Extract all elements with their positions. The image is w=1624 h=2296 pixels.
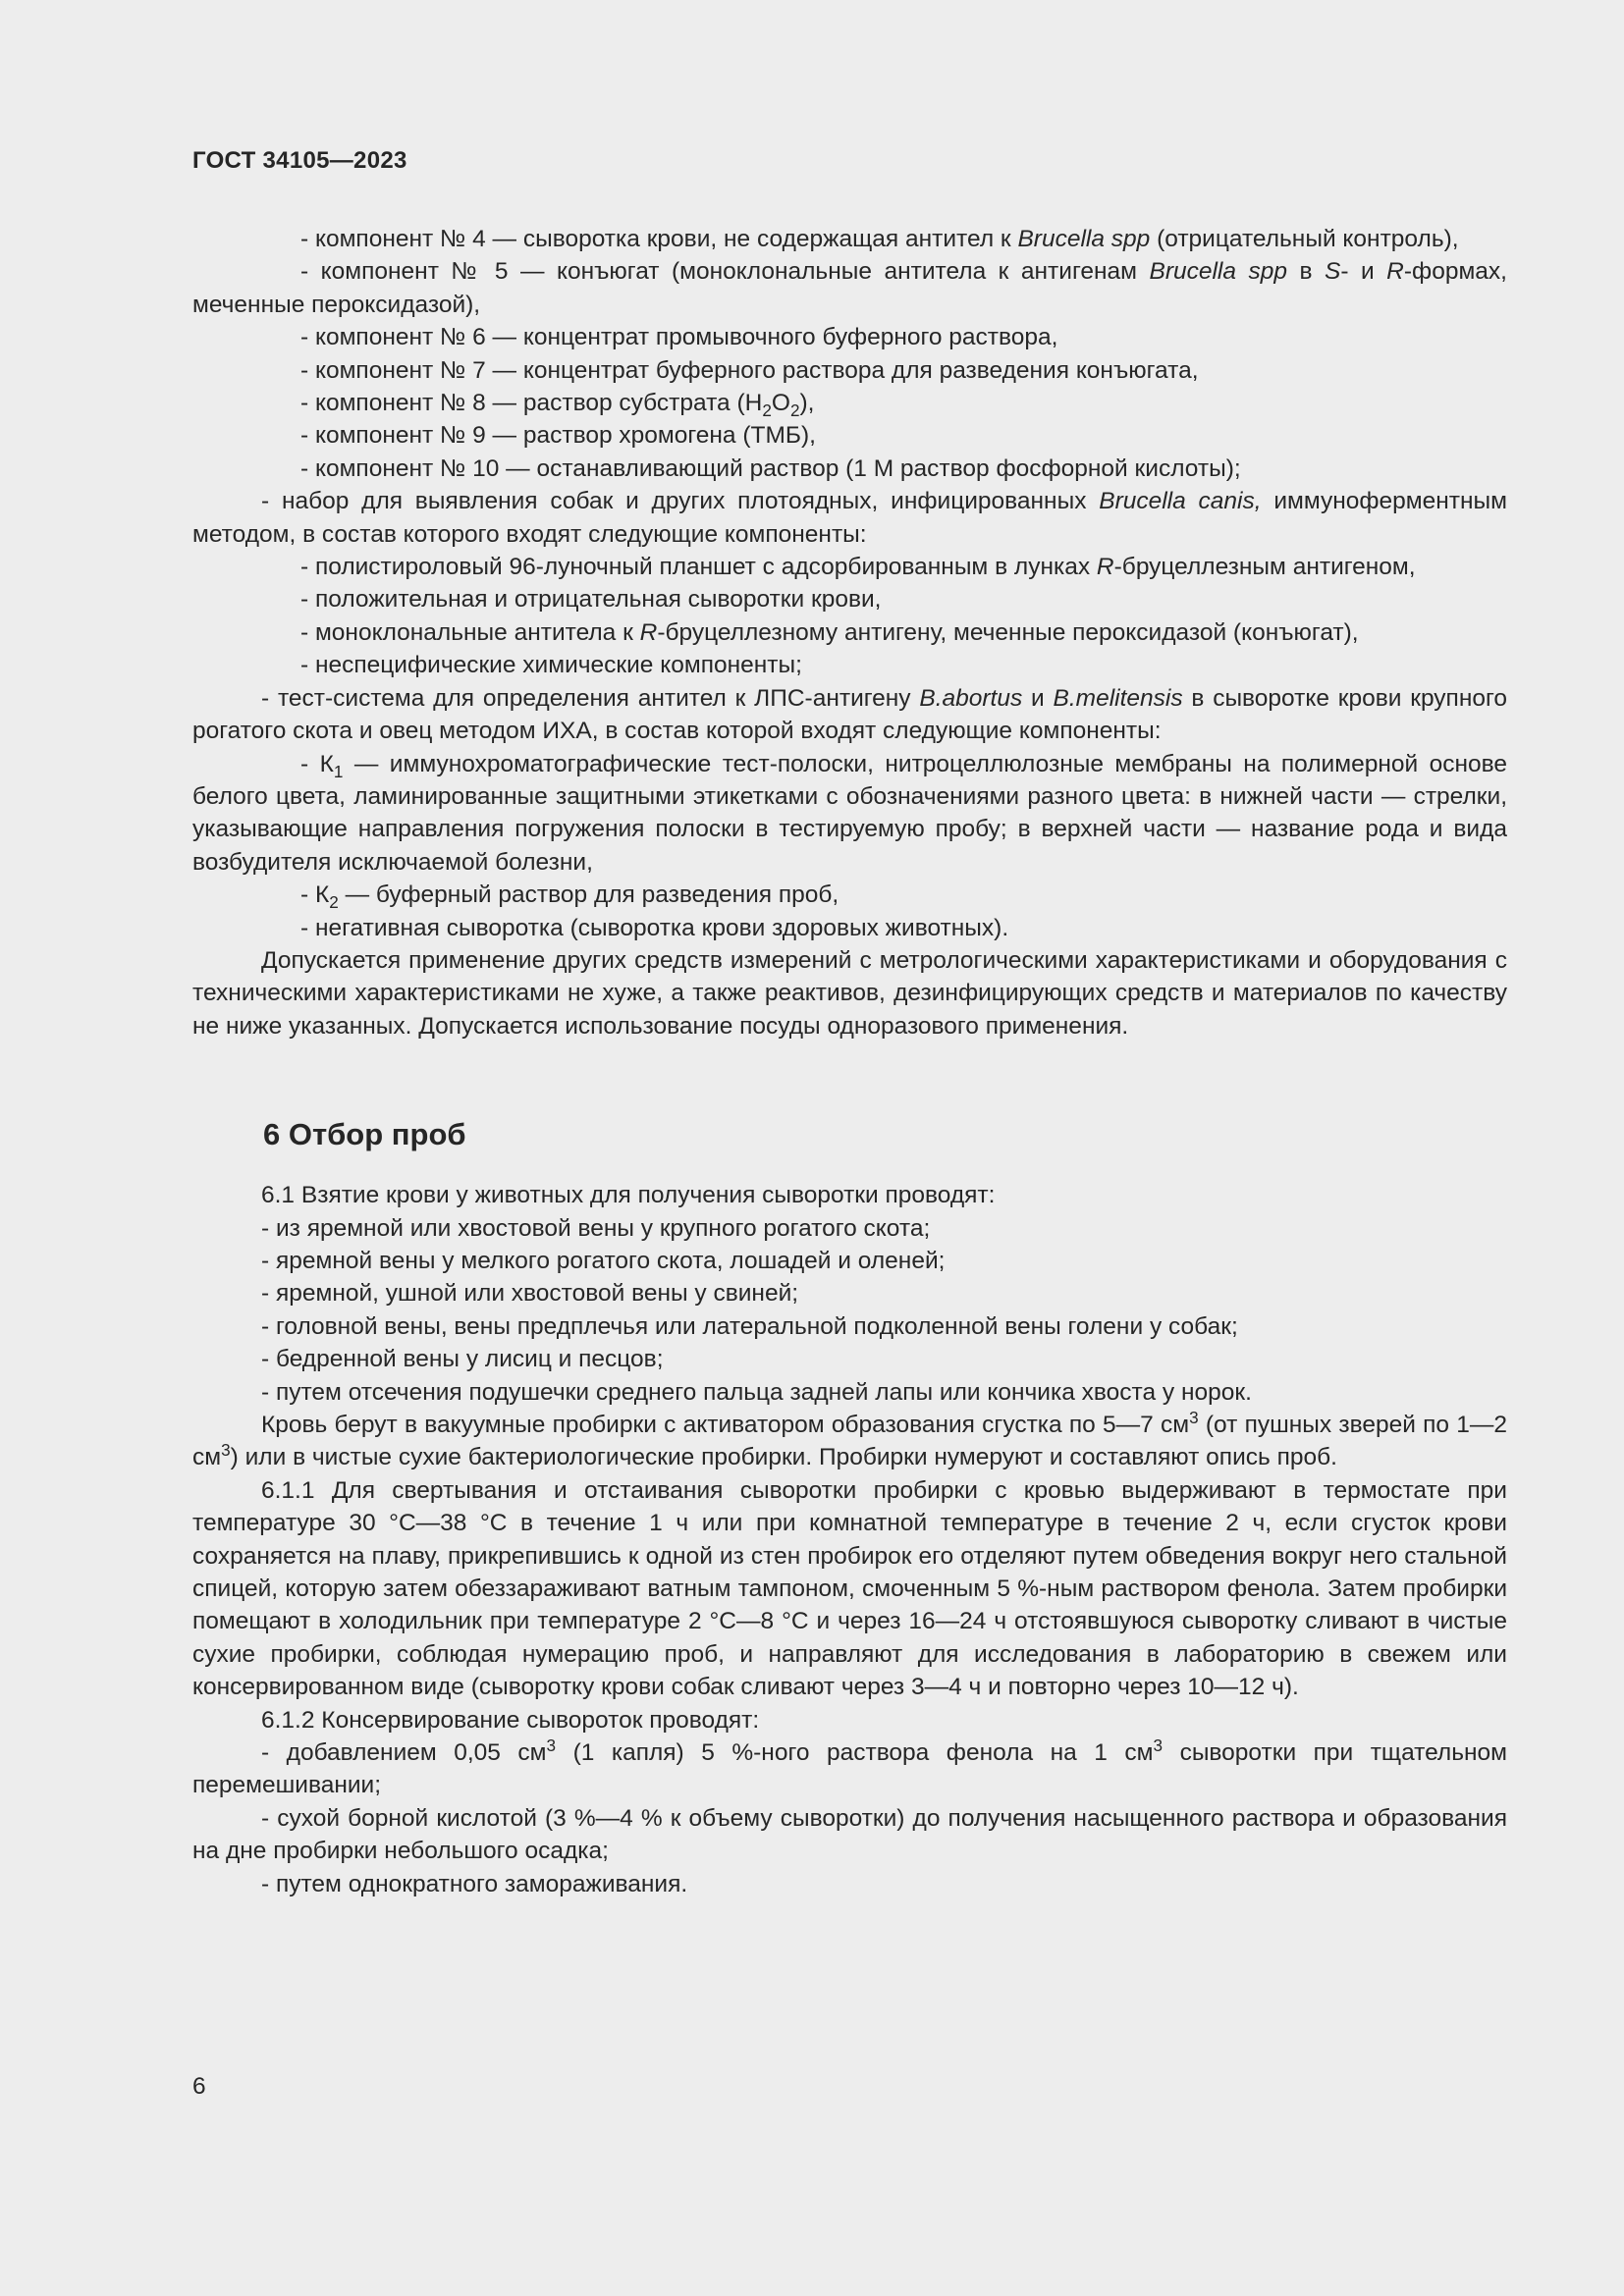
paragraph: - моноклональные антитела к R-бруцеллезному антигену, меченные пероксидазой (конъюгат), [300,618,1359,646]
paragraph: - головной вены, вены предплечья или латеральной подколенной вены голени у собак; [261,1312,1238,1340]
paragraph: - набор для выявления собак и других плотоядных, инфицированных Brucella canis, иммуноферментным методом, в состав которого входят следующие компоненты: [192,488,1507,548]
paragraph: - компонент № 5 — конъюгат (моноклональные антитела к антигенам Brucella spp в S- и R-формах, меченные пероксидазой), [192,258,1507,318]
document-header: ГОСТ 34105—2023 [192,147,407,174]
paragraph: - $К_2$ — буферный раствор для разведения проб, [300,881,839,913]
paragraph: - из яремной или хвостовой вены у крупного рогатого скота; [261,1214,931,1242]
section-heading: 6 Отбор проб [263,1117,466,1152]
paragraph: - путем отсечения подушечки среднего пальца задней лапы или кончика хвоста у норок. [261,1378,1252,1406]
paragraph: - компонент № 10 — останавливающий раствор (1 М раствор фосфорной кислоты); [300,454,1241,482]
paragraph: - компонент № 4 — сыворотка крови, не содержащая антител к Brucella spp (отрицательный контроль), [300,226,1459,252]
paragraph: - путем однократного замораживания. [261,1870,688,1897]
paragraph: - компонент № 9 — раствор хромогена (ТМБ), [300,422,816,450]
paragraph: 6.1.1 Для свертывания и отстаивания сыворотки пробирки с кровью выдерживают в термостате при температуре 30 °С—38 °С в течение 1 ч или при комнатной температуре в течение 2 ч, если сгусток крови сохраняется на плаву, прикрепившись к одной из стен пробирок его отделяют путем обведения вокруг него стальной спицей, которую затем обеззараживают ватным тампоном, смоченным 5 %-ным раствором фенола. Затем пробирки помещают в холодильник при температуре 2 °С—8 °С и через 16—24 ч отстоявшуюся сыворотку сливают в чистые сухие пробирки, соблюдая нумерацию проб, и направляют для исследования в лабораторию в свежем или консервированном виде (сыворотку крови собак сливают через 3—4 ч и повторно через 10—12 ч). [192,1476,1507,1701]
paragraph: - компонент № 6 — концентрат промывочного буферного раствора, [300,324,1058,351]
paragraph: 6.1 Взятие крови у животных для получения сыворотки проводят: [261,1182,996,1209]
paragraph: Кровь берут в вакуумные пробирки с активатором образования сгустка по 5—7 $см^3$ (от пушных зверей по 1—2 $см^3$) или в чистые сухие бактериологические пробирки. Пробирки нумеруют и составляют опись проб. [192,1407,1507,1471]
paragraph: - негативная сыворотка (сыворотка крови здоровых животных). [300,914,1009,941]
paragraph: 6.1.2 Консервирование сывороток проводят: [261,1706,760,1734]
paragraph: - тест-система для определения антител к ЛПС-антигену B.abortus и B.melitensis в сыворотке крови крупного рогатого скота и овец методом ИХА, в состав которой входят следующие компоненты: [192,684,1507,745]
paragraph: - неспецифические химические компоненты; [300,652,802,679]
document-body [192,223,1507,1900]
paragraph: - положительная и отрицательная сыворотки крови, [300,586,882,614]
paragraph: - компонент № 7 — концентрат буферного раствора для разведения конъюгата, [300,356,1199,384]
paragraph: - компонент № 8 — раствор субстрата $(H_2O_2)$, [300,390,815,420]
paragraph: - яремной вены у мелкого рогатого скота, лошадей и оленей; [261,1247,946,1274]
paragraph: - полистироловый 96-луночный планшет с адсорбированным в лунках R-бруцеллезным антигеном, [300,554,1416,581]
paragraph: Допускается применение других средств измерений с метрологическими характеристиками и оборудования с техническими характеристиками не хуже, а также реактивов, дезинфицирующих средств и материалов по качеству не ниже указанных. Допускается использование посуды одноразового применения. [192,946,1507,1040]
paragraph: - добавлением 0,05 $см^3$ (1 капля) 5 %-ного раствора фенола на 1 $см^3$ сыворотки при тщательном перемешивании; [192,1735,1507,1799]
paragraph: - бедренной вены у лисиц и песцов; [261,1346,664,1373]
paragraph: - сухой борной кислотой (3 %—4 % к объему сыворотки) до получения насыщенного раствора и образования на дне пробирки небольшого осадка; [192,1804,1507,1865]
paragraph: - яремной, ушной или хвостовой вены у свиней; [261,1280,799,1308]
paragraph: - $К_1$ — иммунохроматографические тест-полоски, нитроцеллюлозные мембраны на полимерной основе белого цвета, ламинированные защитными этикетками с обозначениями разного цвета: в нижней части — стрелки, указывающие направления погружения полоски в тестируемую пробу; в верхней части — название рода и вида возбудителя исключаемой болезни, [192,750,1507,876]
page-number: 6 [192,2073,206,2100]
spacer [192,1067,1507,1091]
